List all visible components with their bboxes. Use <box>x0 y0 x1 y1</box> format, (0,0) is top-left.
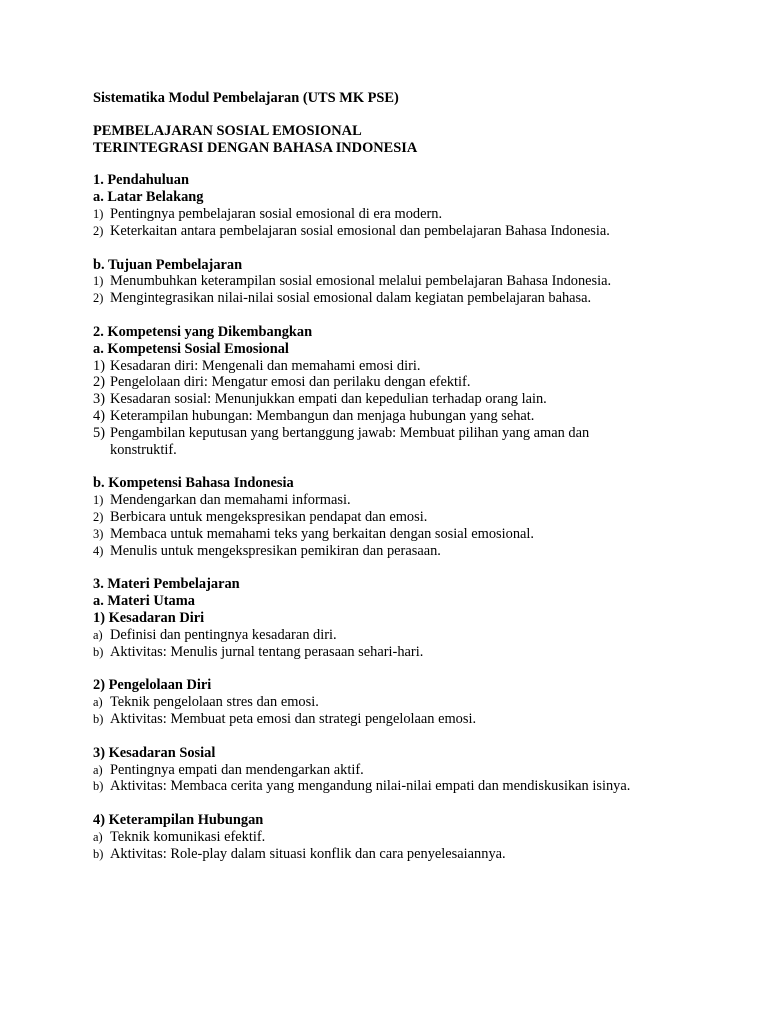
list-letter: a) <box>93 829 103 844</box>
list-item <box>93 273 733 290</box>
list-item <box>93 846 733 863</box>
list-number: 4) <box>93 543 104 558</box>
list-text: Menulis untuk mengekspresikan pemikiran dan perasaan. <box>110 542 441 559</box>
list-item <box>93 374 733 391</box>
list-item <box>93 829 733 846</box>
list-item <box>93 694 733 711</box>
list-text: Pentingnya empati dan mendengarkan aktif. <box>110 761 364 778</box>
list-letter: a) <box>93 627 103 642</box>
document-title: Sistematika Modul Pembelajaran (UTS MK PSE) <box>93 90 399 106</box>
list-item <box>93 425 733 459</box>
section-heading-materi: 3. Materi Pembelajaran <box>93 576 240 593</box>
section-heading-pendahuluan: 1. Pendahuluan <box>93 172 189 189</box>
list-item <box>93 206 733 223</box>
list-item <box>93 627 733 644</box>
list-text: Pentingnya pembelajaran sosial emosional di era modern. <box>110 205 443 222</box>
document-content <box>93 90 733 862</box>
list-letter: b) <box>93 644 104 659</box>
list-text: Teknik pengelolaan stres dan emosi. <box>110 694 319 711</box>
list-item <box>93 543 733 560</box>
group-heading-kesadaran-diri: 1) Kesadaran Diri <box>93 609 205 626</box>
section-heading-kompetensi: 2. Kompetensi yang Dikembangkan <box>93 323 313 340</box>
list-number: 1) <box>93 206 104 221</box>
list-item <box>93 223 733 240</box>
list-letter: a) <box>93 762 103 777</box>
list-number: 2) <box>93 374 105 391</box>
list-item <box>93 290 733 307</box>
list-item <box>93 408 733 425</box>
list-letter: b) <box>93 779 104 794</box>
list-item <box>93 778 733 795</box>
group-heading-kesadaran-sosial: 3) Kesadaran Sosial <box>93 744 216 761</box>
list-text: Pengambilan keputusan yang bertanggung jawab: Membuat pilihan yang aman dan konstruktif. <box>110 424 590 458</box>
list-letter: a) <box>93 695 103 710</box>
list-letter: b) <box>93 846 104 861</box>
list-number: 2) <box>93 223 104 238</box>
list-text: Mendengarkan dan memahami informasi. <box>110 492 351 509</box>
list-number: 1) <box>93 357 105 374</box>
list-item <box>93 762 733 779</box>
main-title <box>93 123 733 157</box>
main-title-line: TERINTEGRASI DENGAN BAHASA INDONESIA <box>93 139 418 156</box>
list-text: Kesadaran diri: Mengenali dan memahami emosi diri. <box>110 357 421 374</box>
subsection-heading-tujuan: b. Tujuan Pembelajaran <box>93 256 243 273</box>
list-text: Kesadaran sosial: Menunjukkan empati dan kepedulian terhadap orang lain. <box>110 391 547 408</box>
list-text: Definisi dan pentingnya kesadaran diri. <box>110 626 337 643</box>
main-title-line: PEMBELAJARAN SOSIAL EMOSIONAL <box>93 122 362 139</box>
list-item <box>93 711 733 728</box>
list-number: 1) <box>93 493 104 508</box>
list-item <box>93 509 733 526</box>
subsection-heading-materi-utama: a. Materi Utama <box>93 593 195 610</box>
list-text: Teknik komunikasi efektif. <box>110 828 266 845</box>
list-number: 3) <box>93 391 105 408</box>
list-number: 4) <box>93 407 105 424</box>
group-heading-pengelolaan-diri: 2) Pengelolaan Diri <box>93 677 212 694</box>
group-heading-keterampilan-hubungan: 4) Keterampilan Hubungan <box>93 812 264 829</box>
list-text: Keterampilan hubungan: Membangun dan menjaga hubungan yang sehat. <box>110 407 535 424</box>
list-text: Berbicara untuk mengekspresikan pendapat dan emosi. <box>110 508 428 525</box>
list-text: Menumbuhkan keterampilan sosial emosional melalui pembelajaran Bahasa Indonesia. <box>110 273 612 290</box>
list-number: 2) <box>93 291 104 306</box>
list-text: Membaca untuk memahami teks yang berkaitan dengan sosial emosional. <box>110 525 535 542</box>
list-letter: b) <box>93 711 104 726</box>
list-number: 1) <box>93 274 104 289</box>
list-item <box>93 391 733 408</box>
list-text: Mengintegrasikan nilai-nilai sosial emosional dalam kegiatan pembelajaran bahasa. <box>110 290 592 307</box>
list-text: Pengelolaan diri: Mengatur emosi dan perilaku dengan efektif. <box>110 374 471 391</box>
list-text: Aktivitas: Role-play dalam situasi konflik dan cara penyelesaiannya. <box>110 845 506 862</box>
list-text: Aktivitas: Menulis jurnal tentang perasaan sehari-hari. <box>110 643 424 660</box>
list-number: 5) <box>93 424 105 441</box>
list-text: Aktivitas: Membuat peta emosi dan strategi pengelolaan emosi. <box>110 710 477 727</box>
list-item <box>93 358 733 375</box>
list-item <box>93 644 733 661</box>
list-number: 2) <box>93 509 104 524</box>
list-item <box>93 492 733 509</box>
list-number: 3) <box>93 526 104 541</box>
list-text: Keterkaitan antara pembelajaran sosial emosional dan pembelajaran Bahasa Indonesia. <box>110 222 610 239</box>
list-text: Aktivitas: Membaca cerita yang mengandung nilai-nilai empati dan mendiskusikan isinya. <box>110 778 631 795</box>
subsection-heading-sosial-emosional: a. Kompetensi Sosial Emosional <box>93 340 289 357</box>
subsection-heading-bahasa-indonesia: b. Kompetensi Bahasa Indonesia <box>93 475 294 492</box>
list-item <box>93 526 733 543</box>
subsection-heading-latar-belakang: a. Latar Belakang <box>93 189 204 206</box>
